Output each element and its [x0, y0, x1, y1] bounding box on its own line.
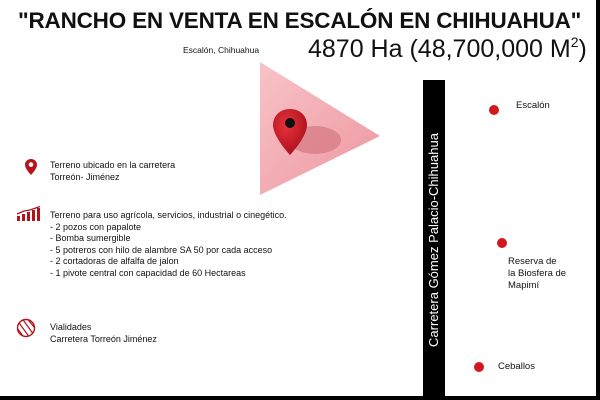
area-value: 4870 Ha (48,700,000 M: [308, 35, 571, 63]
roads-line: Vialidades: [50, 322, 92, 332]
place-label-escalon: Escalón: [516, 100, 550, 111]
terrain-use-line: - 5 potreros con hilo de alambre SA 50 por cada acceso: [50, 244, 273, 255]
highway-label: Carretera Gómez Palacio-Chihuahua: [426, 133, 441, 347]
place-label-ceballos: Ceballos: [498, 361, 535, 372]
location-label: Escalón, Chihuahua: [183, 45, 260, 55]
area-close: ): [578, 35, 587, 63]
terrain-use-line: - 2 pozos con papalote: [50, 221, 142, 232]
terrain-use-text: [50, 210, 287, 279]
terrain-use-line: - 1 pivote central con capacidad de 60 Hectareas: [50, 267, 246, 278]
location-map-graphic: [220, 60, 385, 200]
map-pin-icon: [24, 158, 38, 176]
growth-chart-icon: [16, 206, 42, 222]
terrain-location-text: [50, 160, 175, 183]
terrain-use-line: - 2 cortadoras de alfalfa de jalon: [50, 256, 179, 266]
roads-line: Carretera Torreón Jiménez: [50, 333, 157, 344]
place-marker-escalon: [489, 105, 499, 115]
road-sign-icon: [16, 318, 36, 338]
terrain-location-line: Torreón- Jiménez: [50, 171, 120, 182]
terrain-use-line: - Bomba sumergible: [50, 233, 131, 243]
place-label-reserva: Reserva de la Biosfera de Mapimí: [508, 256, 567, 291]
terrain-use-line: Terreno para uso agrícola, servicios, industrial o cinegético.: [50, 210, 287, 220]
listing-title: "RANCHO EN VENTA EN ESCALÓN EN CHIHUAHUA": [18, 8, 582, 33]
place-marker-ceballos: [474, 362, 484, 372]
terrain-location-line: Terreno ubicado en la carretera: [50, 160, 176, 170]
area-superscript: 2: [570, 34, 579, 50]
bottom-border: [0, 396, 600, 400]
place-marker-reserva: [497, 238, 507, 248]
roads-text: [50, 322, 157, 345]
